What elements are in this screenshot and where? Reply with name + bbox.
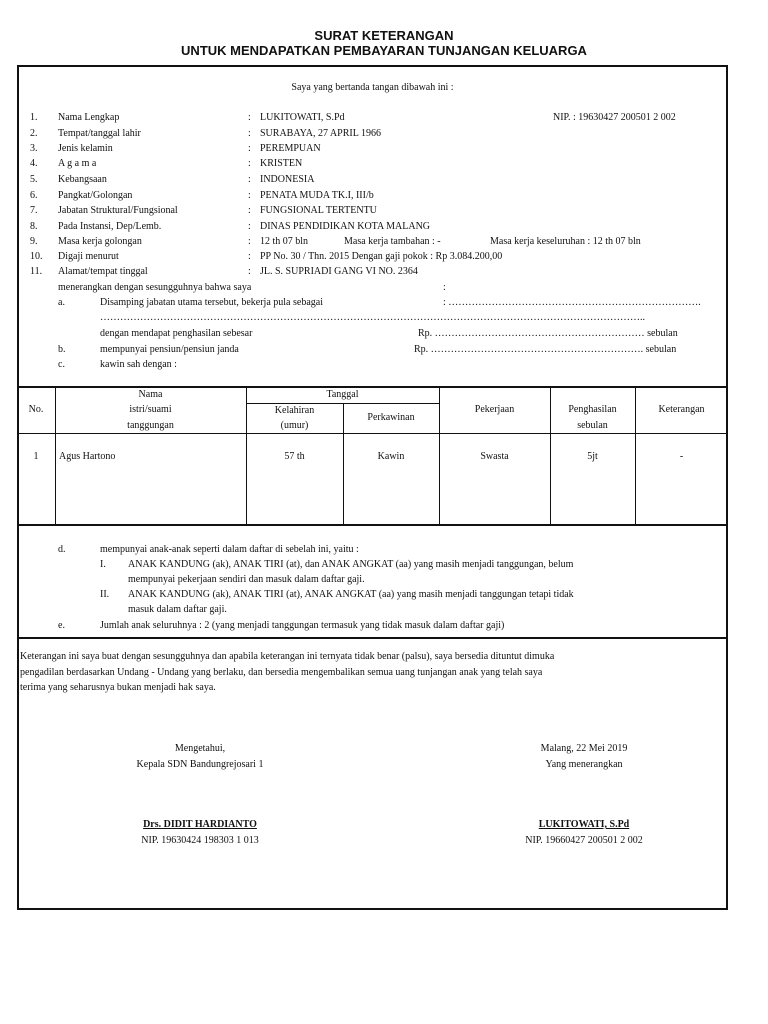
- field-colon: :: [248, 174, 251, 185]
- sig-right-name: LUKITOWATI, S.Pd: [538, 819, 630, 830]
- field-colon: :: [248, 143, 251, 154]
- document-title: SURAT KETERANGAN: [314, 28, 454, 43]
- cell-pekerjaan: Swasta: [480, 451, 509, 462]
- field-value: JL. S. SUPRIADI GANG VI NO. 2364: [260, 266, 418, 277]
- document-subtitle: UNTUK MENDAPATKAN PEMBAYARAN TUNJANGAN KELUARGA: [181, 43, 587, 58]
- field-colon: :: [248, 251, 251, 262]
- header-no: No.: [28, 404, 44, 415]
- header-penghasilan: Penghasilan: [568, 404, 617, 415]
- field-number: 11.: [30, 266, 43, 277]
- header-nama-istri: istri/suami: [129, 404, 172, 415]
- item-a-penghasilan: dengan mendapat penghasilan sebesar: [100, 328, 253, 339]
- field-label: Jabatan Struktural/Fungsional: [58, 205, 178, 216]
- field-value: PENATA MUDA TK.I, III/b: [260, 190, 374, 201]
- field-number: 7.: [30, 205, 38, 216]
- masa-kerja-tambahan: Masa kerja tambahan : -: [344, 236, 441, 247]
- field-number: 9.: [30, 236, 38, 247]
- field-number: 5.: [30, 174, 38, 185]
- header-kelahiran: Kelahiran: [274, 405, 315, 416]
- sig-left-position: Kepala SDN Bandungrejosari 1: [136, 759, 264, 770]
- masa-kerja-keseluruhan: Masa kerja keseluruhan : 12 th 07 bln: [490, 236, 641, 247]
- field-number: 6.: [30, 190, 38, 201]
- field-number: 3.: [30, 143, 38, 154]
- item-a-text: Disamping jabatan utama tersebut, bekerja pula sebagai: [100, 297, 323, 308]
- statement-line-2: pengadilan berdasarkan Undang - Undang yang berlaku, dan bersedia mengembalikan semua uang tunjangan anak yang telah saya: [20, 667, 543, 678]
- item-d-ii-line2: masuk dalam daftar gaji.: [128, 604, 227, 615]
- item-d-letter: d.: [58, 544, 66, 555]
- header-sebulan: sebulan: [577, 420, 608, 431]
- field-colon: :: [248, 221, 251, 232]
- sig-left-mengetahui: Mengetahui,: [174, 743, 226, 754]
- item-d-i-line2: mempunyai pekerjaan sendiri dan masuk dalam daftar gaji.: [128, 574, 365, 585]
- item-a-dots: : ………………………………………………………………….: [443, 297, 701, 308]
- cell-no: 1: [33, 451, 39, 462]
- sig-right-nip: NIP. 19660427 200501 2 002: [525, 835, 643, 846]
- field-number: 1.: [30, 112, 38, 123]
- field-colon: :: [248, 205, 251, 216]
- statement-line-3: terima yang seharusnya bukan menjadi hak saya.: [20, 682, 216, 693]
- item-a-dots-line: ………………………………………………………………………………………………………………………………………………..: [100, 312, 645, 323]
- field-label: Masa kerja golongan: [58, 236, 142, 247]
- item-c-text: kawin sah dengan :: [100, 359, 177, 370]
- nip-value: NIP. : 19630427 200501 2 002: [553, 112, 676, 123]
- item-d-i-line1: ANAK KANDUNG (ak), ANAK TIRI (at), dan ANAK ANGKAT (aa) yang masih menjadi tanggungan, belum: [128, 559, 574, 570]
- field-colon: :: [248, 190, 251, 201]
- item-e-text: Jumlah anak seluruhnya : 2 (yang menjadi tanggungan termasuk yang tidak masuk dalam daftar gaji): [100, 620, 505, 631]
- sig-left-nip: NIP. 19630424 198303 1 013: [141, 835, 259, 846]
- field-label: Nama Lengkap: [58, 112, 120, 123]
- item-b-rp: Rp. ………………………………………………………. sebulan: [414, 344, 677, 355]
- field-value: SURABAYA, 27 APRIL 1966: [260, 128, 381, 139]
- field-label: Alamat/tempat tinggal: [58, 266, 148, 277]
- field-value: PEREMPUAN: [260, 143, 321, 154]
- header-perkawinan: Perkawinan: [367, 412, 415, 423]
- field-value: INDONESIA: [260, 174, 315, 185]
- field-value: KRISTEN: [260, 158, 303, 169]
- header-nama: Nama: [138, 389, 163, 400]
- sig-right-date: Malang, 22 Mei 2019: [540, 743, 628, 754]
- field-colon: :: [248, 158, 251, 169]
- item-a-letter: a.: [58, 297, 65, 308]
- intro-text: Saya yang bertanda tangan dibawah ini :: [291, 82, 454, 93]
- divider: [17, 637, 728, 639]
- item-e-letter: e.: [58, 620, 65, 631]
- menerangkan-colon: :: [443, 282, 446, 293]
- field-label: Pada Instansi, Dep/Lemb.: [58, 221, 162, 232]
- statement-line-1: Keterangan ini saya buat dengan sesungguhnya dan apabila keterangan ini ternyata tidak benar (palsu), saya bersedia dituntut dimuka: [20, 651, 555, 662]
- header-keterangan: Keterangan: [658, 404, 705, 415]
- field-number: 4.: [30, 158, 38, 169]
- item-b-letter: b.: [58, 344, 66, 355]
- header-pekerjaan: Pekerjaan: [474, 404, 515, 415]
- field-value: PP No. 30 / Thn. 2015 Dengan gaji pokok : Rp 3.084.200,00: [260, 251, 503, 262]
- cell-kelahiran: 57 th: [284, 451, 305, 462]
- header-nama-tanggungan: tanggungan: [127, 420, 174, 431]
- field-colon: :: [248, 266, 251, 277]
- field-colon: :: [248, 236, 251, 247]
- menerangkan-text: menerangkan dengan sesungguhnya bahwa saya: [58, 282, 252, 293]
- field-value: FUNGSIONAL TERTENTU: [260, 205, 377, 216]
- item-d-text: mempunyai anak-anak seperti dalam daftar di sebelah ini, yaitu :: [100, 544, 359, 555]
- header-tanggal: Tanggal: [326, 389, 359, 400]
- field-label: Jenis kelamin: [58, 143, 113, 154]
- cell-keterangan: -: [679, 451, 684, 462]
- field-colon: :: [248, 112, 251, 123]
- cell-nama: Agus Hartono: [59, 451, 116, 462]
- field-value: 12 th 07 bln: [260, 236, 309, 247]
- sig-left-name: Drs. DIDIT HARDIANTO: [143, 819, 257, 830]
- field-value: DINAS PENDIDIKAN KOTA MALANG: [260, 221, 431, 232]
- item-d-ii-line1: ANAK KANDUNG (ak), ANAK TIRI (at), ANAK ANGKAT (aa) yang masih menjadi tanggungan tetapi tidak: [128, 589, 574, 600]
- field-number: 2.: [30, 128, 38, 139]
- field-label: Digaji menurut: [58, 251, 119, 262]
- field-number: 10.: [30, 251, 43, 262]
- item-b-text: mempunyai pensiun/pensiun janda: [100, 344, 239, 355]
- item-d-ii-num: II.: [100, 589, 110, 600]
- sig-right-role: Yang menerangkan: [545, 759, 623, 770]
- item-c-letter: c.: [58, 359, 65, 370]
- item-d-i-num: I.: [100, 559, 106, 570]
- field-colon: :: [248, 128, 251, 139]
- field-label: Pangkat/Golongan: [58, 190, 133, 201]
- item-a-rp: Rp. ……………………………………………………… sebulan: [418, 328, 678, 339]
- cell-perkawinan: Kawin: [377, 451, 405, 462]
- field-label: Kebangsaan: [58, 174, 107, 185]
- header-umur: (umur): [280, 420, 309, 431]
- field-label: A g a m a: [58, 158, 97, 169]
- field-value: LUKITOWATI, S.Pd: [260, 112, 345, 123]
- field-label: Tempat/tanggal lahir: [58, 128, 141, 139]
- field-number: 8.: [30, 221, 38, 232]
- cell-penghasilan: 5jt: [587, 451, 598, 462]
